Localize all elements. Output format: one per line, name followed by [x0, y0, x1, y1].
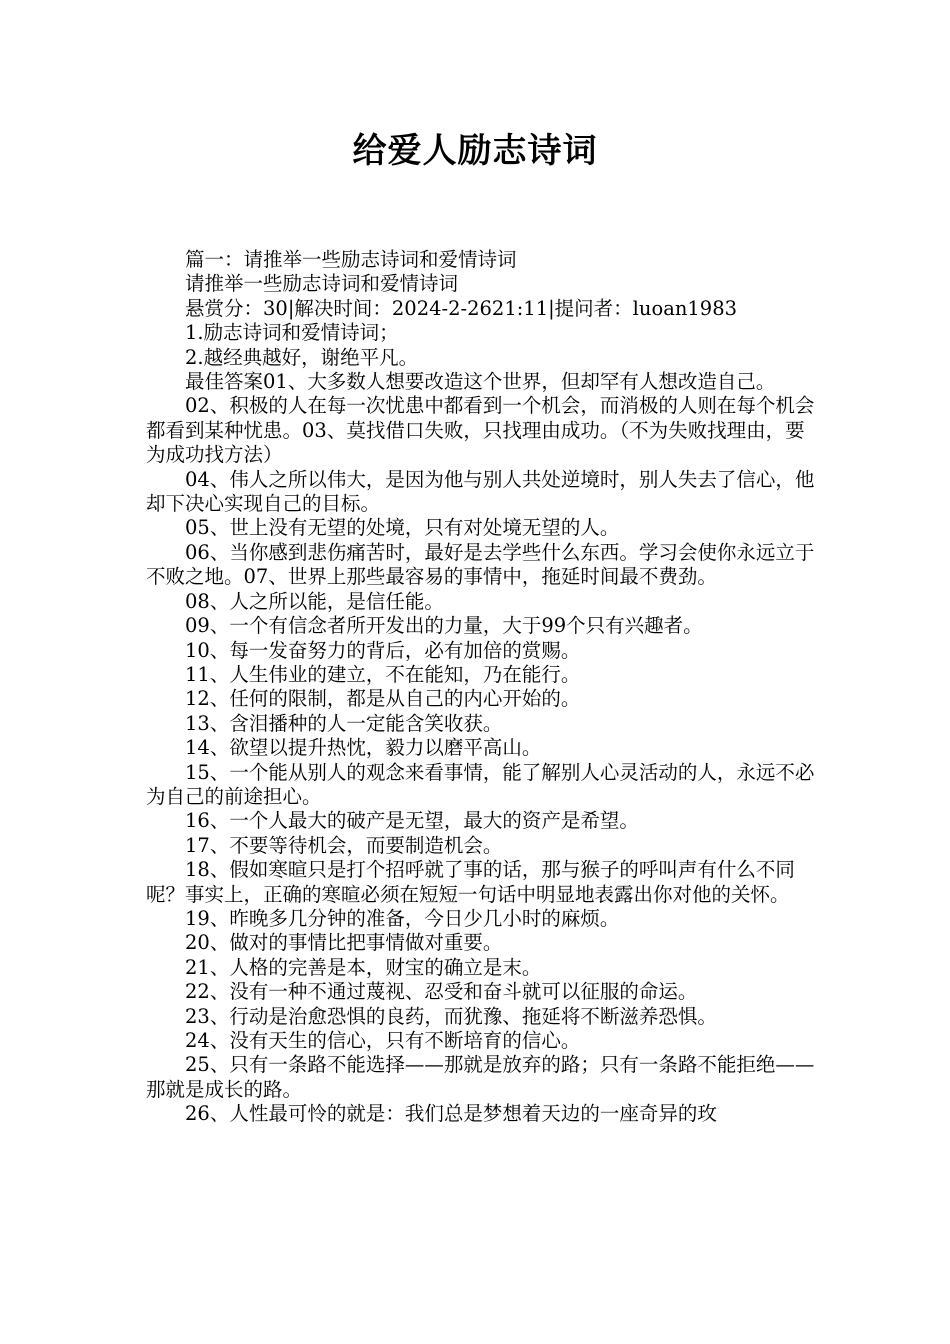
paragraph: 19、昨晚多几分钟的准备，今日少几小时的麻烦。	[185, 906, 620, 930]
paragraph: 24、没有天生的信心，只有不断培育的信心。	[185, 1029, 581, 1052]
paragraph: 篇一：请推举一些励志诗词和爱情诗词	[185, 248, 517, 271]
paragraph: 最佳答案01、大多数人想要改造这个世界，但却罕有人想改造自己。	[185, 370, 776, 394]
paragraph: 12、任何的限制，都是从自己的内心开始的。	[185, 687, 581, 711]
paragraph: 1.励志诗词和爱情诗词；	[185, 321, 399, 345]
paragraph: 22、没有一种不通过蔑视、忍受和奋斗就可以征服的命运。	[185, 980, 698, 1004]
paragraph: 18、假如寒暄只是打个招呼就了事的话，那与猴子的呼叫声有什么不同呢？事实上，正确的寒暄必须在短短一句话中明显地表露出你对他的关怀。	[146, 858, 795, 906]
paragraph: 04、伟人之所以伟大，是因为他与别人共处逆境时，别人失去了信心，他却下决心实现自己的目标。	[146, 467, 815, 516]
paragraph: 20、做对的事情比把事情做对重要。	[185, 931, 503, 955]
paragraph: 21、人格的完善是本，财宝的确立是末。	[185, 955, 542, 979]
paragraph: 13、含泪播种的人一定能含笑收获。	[185, 711, 503, 735]
paragraph: 2.越经典越好，谢绝平凡。	[185, 345, 419, 369]
paragraph: 09、一个有信念者所开发出的力量，大于99个只有兴趣者。	[185, 614, 703, 638]
paragraph: 15、一个能从别人的观念来看事情，能了解别人心灵活动的人，永远不必为自己的前途担心。	[146, 760, 815, 808]
document-title: 给爱人励志诗词	[352, 131, 598, 171]
paragraph: 17、不要等待机会，而要制造机会。	[185, 833, 503, 857]
paragraph: 26、人性最可怜的就是：我们总是梦想着天边的一座奇异的玫	[185, 1102, 717, 1126]
paragraph: 悬赏分：30|解决时间：2024-2-2621:11|提问者：luoan1983	[185, 296, 738, 320]
paragraph: 05、世上没有无望的处境，只有对处境无望的人。	[185, 516, 620, 540]
paragraph: 11、人生伟业的建立，不在能知，乃在能行。	[185, 662, 581, 686]
document-body	[146, 248, 818, 1127]
paragraph: 08、人之所以能，是信任能。	[185, 589, 444, 613]
paragraph: 25、只有一条路不能选择——那就是放弃的路；只有一条路不能拒绝——那就是成长的路。	[146, 1053, 815, 1101]
paragraph: 06、当你感到悲伤痛苦时，最好是去学些什么东西。学习会使你永远立于不败之地。07、世界上那些最容易的事情中，拖延时间最不费劲。	[146, 540, 815, 589]
paragraph: 10、每一发奋努力的背后，必有加倍的赏赐。	[185, 638, 581, 662]
paragraph: 02、积极的人在每一次忧患中都看到一个机会，而消极的人则在每个机会都看到某种忧患。03、莫找借口失败，只找理由成功。（不为失败找理由，要为成功找方法）	[146, 394, 815, 467]
paragraph: 23、行动是治愈恐惧的良药，而犹豫、拖延将不断滋养恐惧。	[185, 1004, 717, 1028]
paragraph: 请推举一些励志诗词和爱情诗词	[185, 272, 459, 296]
paragraph: 14、欲望以提升热忱，毅力以磨平高山。	[185, 736, 542, 760]
paragraph: 16、一个人最大的破产是无望，最大的资产是希望。	[185, 809, 639, 833]
